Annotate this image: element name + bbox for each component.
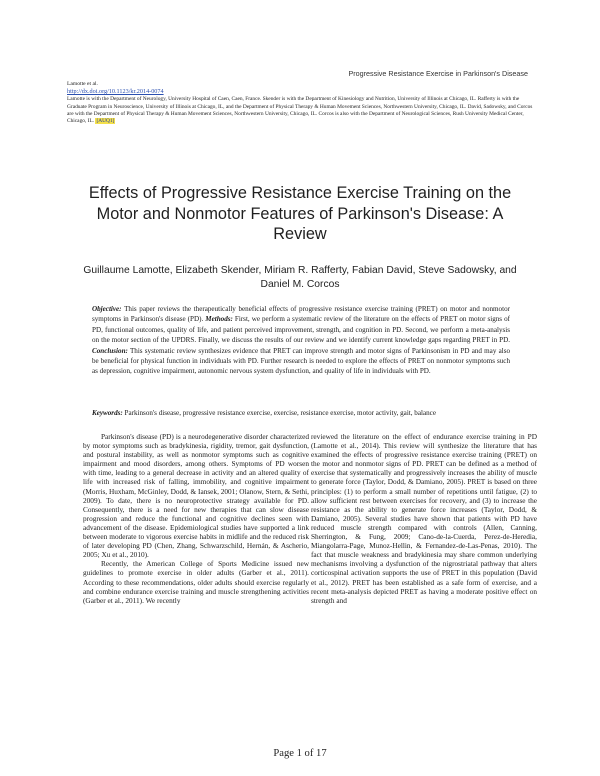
body-column-left <box>83 432 309 605</box>
objective-label: Objective: <box>92 305 122 313</box>
author-list: Guillaume Lamotte, Elizabeth Skender, Miriam R. Rafferty, Fabian David, Steve Sadowsky, and Daniel M. Corcos <box>83 265 517 290</box>
keywords <box>92 408 510 418</box>
running-head: Progressive Resistance Exercise in Parkinson's Disease <box>348 69 528 78</box>
affiliations <box>67 96 537 125</box>
methods-text: First, we perform a systematic review of the literature on the effects of PRET on motor signs of PD, functional outcomes, quality of life, and patient perceived improvement, strength, and cognition in PD. Second, we perform a meta-analysis on the motor section of the UPDRS. Finally, we discuss the results of our review and we identify current knowledge gaps regarding PRET in PD. <box>92 315 510 345</box>
keywords-label: Keywords: <box>92 409 123 417</box>
doi-link[interactable]: http://dx.doi.org/10.1123/kr.2014-0074 <box>67 88 164 96</box>
body-paragraph: Parkinson's disease (PD) is a neurodegenerative disorder characterized by motor symptoms such as bradykinesia, rigidity, tremor, gait dysfunction, and postural instability, as well as nonmotor symptoms such as cognitive impairment and mood disorders, among others. Symptoms of PD worsen with time, leading to a general decrease in activity and an altered quality of life with increased risk of falling, immobility, and cognitive impairment (Morris, Huxham, McGinley, Dodd, & Iansek, 2001; Olanow, Stern, & Sethi, 2009). To date, there is no neuroprotective strategy available for PD. Consequently, there is a need for new therapies that can slow disease progression and reduce the functional and cognitive declines seen with advancement of the disease. Epidemiological studies have supported a link between moderate to vigorous exercise habits in midlife and the reduced risk of later developing PD (Chen, Zhang, Schwarzschild, Hernán, & Ascherio, 2005; Xu et al., 2010). <box>83 432 309 560</box>
article-metadata <box>67 81 537 125</box>
keywords-text: Parkinson's disease, progressive resistance exercise, exercise, resistance exercise, motor activity, gait, balance <box>124 409 436 417</box>
page-number: Page 1 of 17 <box>273 748 327 759</box>
author-short: Lamotte et al. <box>67 81 98 87</box>
methods-label: Methods: <box>205 315 233 324</box>
affiliation-text: Lamotte is with the Department of Neurology, University Hospital of Caen, Caen, France. Skender is with the Department of Kinesiology and Nutrition, University of Illinois at Chicago, IL. Rafferty is with the Graduate Program in Neuroscience, University of Illinois at Chicago, IL, and the Department of Physical Therapy & Human Movement Sciences, Northwestern University, Chicago, IL. David, Sadowsky, and Corcos are with the Department of Physical Therapy & Human Movement Sciences, Northwestern University, Chicago, IL. Corcos is also with the Department of Neurological Sciences, Rush University Medical Center, Chicago, IL. <box>67 96 533 125</box>
abstract <box>92 304 510 377</box>
body-paragraph: Recently, the American College of Sports Medicine issued new guidelines to promote exercise in older adults (Garber et al., 2011). According to these recommendations, older adults should exercise regularly and combine endurance exercise training and muscle strengthening activities (Garber et al., 2011). We recently <box>83 559 309 605</box>
conclusion-label: Conclusion: <box>92 346 128 355</box>
body-paragraph: reviewed the literature on the effect of endurance exercise training in PD (Lamotte et al., 2014). This review will synthesize the literature that has examined the effects of progressive resistance exercise training (PRET) on the motor and nonmotor signs of PD. PRET can be defined as a method of exercise that systematically and progressively increases the ability of muscle to generate force (Taylor, Dodd, & Damiano, 2005). PRET is based on three principles: (1) to perform a small number of repetitions until fatigue, (2) to allow sufficient rest between exercises for recovery, and (3) to increase the resistance as the ability to generate force increases (Taylor, Dodd, & Damiano, 2005). Several studies have shown that patients with PD have reduced muscle strength compared with controls (Allen, Canning, Sherrington, & Fung, 2009; Cano-de-la-Cuerda, Perez-de-Heredia, Miangolarra-Page, Munoz-Hellin, & Fernandez-de-Las-Penas, 2010). The fact that muscle weakness and bradykinesia may share common underlying mechanisms involving a dysfunction of the nigrostriatal pathway that alters corticospinal activation supports the use of PRET in this population (David et al., 2012). PRET has been established as a safe form of exercise, and a recent meta-analysis depicted PRET as having a moderate positive effect on strength and <box>311 432 537 605</box>
objective-text: This paper reviews the therapeutically beneficial effects of progressive resistance exercise training (PRET) on motor and nonmotor symptoms in Parkinson's disease (PD). <box>92 305 510 324</box>
conclusion-text: This systematic review synthesizes evidence that PRET can improve strength and motor signs of Parkinsonism in PD and may also be beneficial for physical function in individuals with PD. Further research is needed to explore the effects of PRET on nonmotor symptoms such as depression, cognitive impairment, autonomic nervous system dysfunction, and quality of life in individuals with PD. <box>92 346 510 376</box>
author-query-tag[interactable]: [AUQ1] <box>96 118 115 125</box>
body-column-right <box>311 432 537 605</box>
paper-title: Effects of Progressive Resistance Exercise Training on the Motor and Nonmotor Features of Parkinson's Disease: A Review <box>88 184 512 243</box>
